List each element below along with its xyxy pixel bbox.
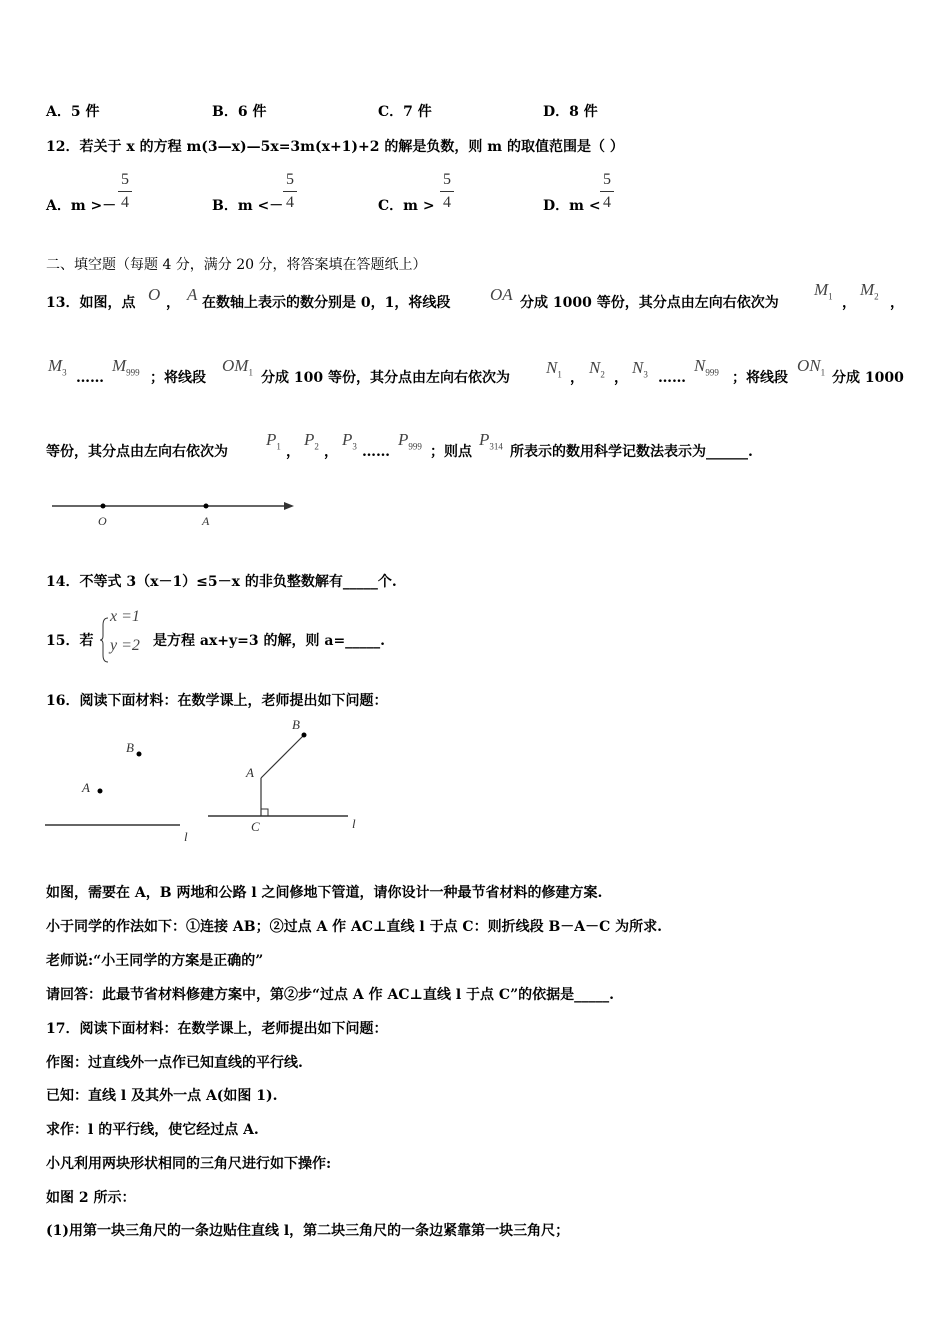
q17-title: 17．阅读下面材料：在数学课上，老师提出如下问题： xyxy=(46,1021,388,1037)
q13-text-7: 分成 1000 xyxy=(832,370,904,386)
q17-line-1: 作图：过直线外一点作已知直线的平行线. xyxy=(46,1055,303,1071)
q13-m3: $M_3$ xyxy=(48,356,67,378)
point-o-dot xyxy=(101,504,106,509)
q13-dots-2: …… xyxy=(658,370,686,386)
q12-option-c: C．m > xyxy=(378,198,435,214)
fig2-right-angle-mark xyxy=(261,809,268,816)
q13-om1: $OM_1$ xyxy=(222,356,253,378)
q12-option-d: D．m < xyxy=(543,198,601,214)
q13-n1: $N_1$ xyxy=(546,358,562,380)
q12-option-c-fraction: 5 4 xyxy=(440,171,454,212)
q13-text-5: 分成 100 等份，其分点由左向右依次为 xyxy=(261,370,510,386)
q11-option-a: A．5 件 xyxy=(46,104,100,120)
q15-suffix: 是方程 ax+y=3 的解，则 a=_____. xyxy=(153,633,386,649)
q13-point-o: O xyxy=(148,285,161,304)
q12-option-a: A．m >－ xyxy=(46,198,117,214)
q13-m2: $M_2$ xyxy=(860,280,879,302)
q13-text-1: 13．如图，点 xyxy=(46,295,136,311)
q11-option-d: D．8 件 xyxy=(543,104,598,120)
q17-line-6: (1)用第一块三角尺的一条边贴住直线 l，第二块三角尺的一条边紧靠第一块三角尺； xyxy=(46,1223,570,1239)
q13-m999: $M_{999}$ xyxy=(112,356,140,378)
fig2-label-l: l xyxy=(352,816,356,831)
label-o: O xyxy=(98,514,107,528)
q11-option-b: B．6 件 xyxy=(212,104,267,120)
fig2-point-b-dot xyxy=(302,733,307,738)
q11-option-c: C．7 件 xyxy=(378,104,432,120)
q13-comma-2: ， xyxy=(890,295,904,311)
q13-n999: $N_{999}$ xyxy=(694,356,719,378)
q16-paragraph-4: 请回答：此最节省材料修建方案中，第②步“过点 A 作 AC⊥直线 l 于点 C”的依据是_____. xyxy=(46,987,614,1003)
fig2-label-a: A xyxy=(246,765,254,780)
q13-comma-5: ， xyxy=(286,444,300,460)
q13-text-6: ；将线段 xyxy=(732,370,788,386)
fig1-label-l: l xyxy=(184,829,188,844)
fig1-point-b-dot xyxy=(137,752,142,757)
section-title-fill-in: 二、填空题（每题 4 分，满分 20 分，将答案填在答题纸上） xyxy=(46,257,427,273)
q13-text-3: 分成 1000 等份，其分点由左向右依次为 xyxy=(520,295,779,311)
q13-number-line-figure xyxy=(48,494,308,534)
q16-paragraph-2: 小于同学的作法如下：①连接 AB；②过点 A 作 AC⊥直线 l 于点 C：则折线段 B－A－C 为所求. xyxy=(46,919,663,935)
q12-option-b: B．m <－ xyxy=(212,198,284,214)
q13-p314: $P_{314}$ xyxy=(479,430,503,452)
q13-text-2: 在数轴上表示的数分别是 0，1，将线段 xyxy=(202,295,451,311)
q13-p1: $P_1$ xyxy=(266,430,281,452)
fig2-segment-ab xyxy=(261,735,304,778)
q13-comma-1: ， xyxy=(842,295,856,311)
q15-eq1: x =1 xyxy=(110,608,140,625)
q13-sep: ， xyxy=(166,295,180,311)
q15-prefix: 15．若 xyxy=(46,633,94,649)
q17-line-2: 已知：直线 l 及其外一点 A(如图 1). xyxy=(46,1088,278,1104)
fig2-label-b: B xyxy=(292,717,300,732)
q13-text-9: ；则点 xyxy=(430,444,472,460)
q17-line-5: 如图 2 所示： xyxy=(46,1190,136,1206)
q13-p2: $P_2$ xyxy=(304,430,319,452)
q13-n2: $N_2$ xyxy=(589,358,605,380)
q12-stem: 12．若关于 x 的方程 m(3—x)—5x=3m(x+1)+2 的解是负数，则 m 的取值范围是（ ） xyxy=(46,139,624,155)
q16-title: 16．阅读下面材料：在数学课上，老师提出如下问题： xyxy=(46,693,388,709)
q17-line-3: 求作：l 的平行线，使它经过点 A. xyxy=(46,1122,259,1138)
fig1-label-a: A xyxy=(82,780,90,795)
q15-brace xyxy=(100,617,110,663)
q12-option-a-fraction: 5 4 xyxy=(118,171,132,212)
q13-segment-oa: OA xyxy=(490,285,513,304)
q17-line-4: 小凡利用两块形状相同的三角尺进行如下操作: xyxy=(46,1156,332,1172)
q16-paragraph-3: 老师说:“小王同学的方案是正确的” xyxy=(46,953,264,969)
q13-dots-1: …… xyxy=(76,370,104,386)
q13-text-10: 所表示的数用科学记数法表示为______. xyxy=(510,444,753,460)
point-a-dot xyxy=(204,504,209,509)
q13-text-4: ；将线段 xyxy=(150,370,206,386)
q14-text: 14．不等式 3（x－1）≤5－x 的非负整数解有_____个. xyxy=(46,574,397,590)
q13-comma-6: ， xyxy=(324,444,338,460)
number-line-arrow-icon xyxy=(284,502,294,510)
q13-point-a: A xyxy=(187,285,198,304)
q13-on1: $ON_1$ xyxy=(797,356,826,378)
q13-n3: $N_3$ xyxy=(632,358,648,380)
q13-comma-3: ， xyxy=(570,370,584,386)
fig1-point-a-dot xyxy=(98,789,103,794)
q16-figures xyxy=(40,715,380,845)
q13-dots-3: …… xyxy=(362,444,390,460)
q13-p3: $P_3$ xyxy=(342,430,357,452)
q12-option-d-fraction: 5 4 xyxy=(600,171,614,212)
q13-p999: $P_{999}$ xyxy=(398,430,422,452)
q12-option-b-fraction: 5 4 xyxy=(283,171,297,212)
q13-comma-4: ， xyxy=(614,370,628,386)
q13-text-8: 等份，其分点由左向右依次为 xyxy=(46,444,228,460)
q15-eq2: y =2 xyxy=(110,637,140,654)
q13-m1: $M_1$ xyxy=(814,280,833,302)
q16-paragraph-1: 如图，需要在 A，B 两地和公路 l 之间修地下管道，请你设计一种最节省材料的修建方案. xyxy=(46,885,603,901)
label-a: A xyxy=(202,514,210,528)
fig1-label-b: B xyxy=(126,740,134,755)
fig2-label-c: C xyxy=(251,819,260,834)
